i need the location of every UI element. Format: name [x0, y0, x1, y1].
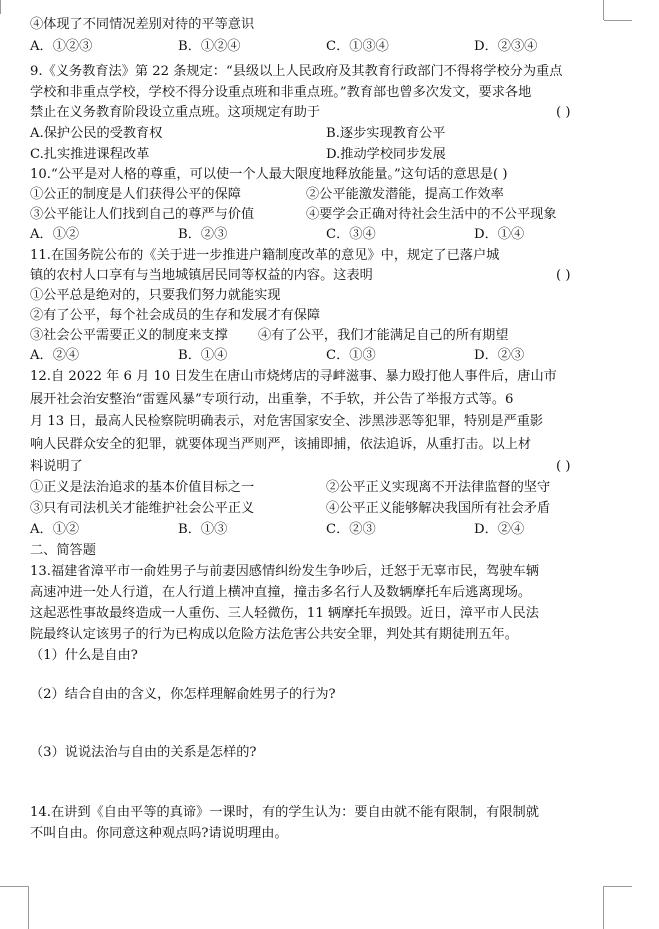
q13-subquestion-2: （2）结合自由的含义，你怎样理解俞姓男子的行为?: [30, 687, 336, 702]
q13-subquestion-1: （1）什么是自由?: [30, 648, 138, 663]
crop-mark-bottom-left-h: [0, 886, 28, 887]
q10-statement-1: ①公正的制度是人们获得公平的保障: [30, 187, 241, 202]
q9-option-a: A.保护公民的受教育权: [30, 126, 163, 141]
q13-stem-line-2: 高速冲进一处人行道，在人行道上横冲直撞，撞击多名行人及数辆摩托车后逃离现场。: [30, 585, 532, 600]
q11-statement-1: ①公平总是绝对的，只要我们努力就能实现: [30, 288, 281, 303]
crop-mark-top-right-v: [603, 0, 604, 20]
q11-option-a: A．②④: [30, 348, 80, 363]
q11-stem-line-1: 11.在国务院公布的《关于进一步推进户籍制度改革的意见》中，规定了已落户城: [30, 248, 500, 263]
q12-stem-line-1: 12.自 2022 年 6 月 10 日发生在唐山市烧烤店的寻衅滋事、暴力殴打他人事件后，唐山市: [30, 369, 557, 384]
q13-stem-line-1: 13.福建省漳平市一俞姓男子与前妻因感情纠纷发生争吵后，迁怒于无辜市民，驾驶车辆: [30, 564, 539, 579]
q9-answer-blank: ( ): [556, 105, 571, 120]
q9-option-c: C.扎实推进课程改革: [30, 147, 150, 162]
q12-option-d: D．②④: [474, 522, 525, 537]
q11-stem-line-2: 镇的农村人口享有与当地城镇居民同等权益的内容。这表明: [30, 268, 373, 283]
q12-statement-3: ③只有司法机关才能维护社会公平正义: [30, 501, 255, 516]
q13-subquestion-3: （3）说说法治与自由的关系是怎样的?: [30, 745, 257, 760]
q8-option-c: C．①③④: [326, 39, 389, 54]
q12-stem-line-4: 响人民群众安全的犯罪，就要体现当严则严，该捕即捕，依法追诉，从重打击。以上材: [30, 437, 532, 452]
q10-option-c: C．③④: [326, 227, 376, 242]
q10-statement-4: ④要学会正确对待社会生活中的不公平现象: [306, 207, 557, 222]
q11-statement-4: ④有了公平，我们才能满足自己的所有期望: [258, 328, 509, 343]
crop-mark-bottom-right-v: [603, 886, 604, 929]
q12-option-a: A．①②: [30, 522, 80, 537]
q10-statement-2: ②公平能激发潜能，提高工作效率: [306, 187, 504, 202]
q9-stem-line-1: 9.《义务教育法》第 22 条规定：“县级以上人民政府及其教育行政部门不得将学校分为重点: [30, 64, 563, 79]
crop-mark-top-right-h: [604, 20, 632, 21]
q8-option-d: D．②③④: [474, 39, 538, 54]
q11-statement-2: ②有了公平，每个社会成员的生存和发展才有保障: [30, 308, 321, 323]
section-2-title: 二、简答题: [30, 543, 96, 558]
q11-option-d: D．②③: [474, 348, 525, 363]
q11-statement-3: ③社会公平需要正义的制度来支撑: [30, 328, 228, 343]
q14-stem-line-1: 14.在讲到《自由平等的真谛》一课时，有的学生认为：要自由就不能有限制，有限制就: [30, 805, 539, 820]
q9-stem-line-2: 学校和非重点学校，学校不得分设重点班和非重点班。”教育部也曾多次发文，要求各地: [30, 85, 532, 100]
q11-option-c: C．①③: [326, 348, 376, 363]
q11-option-b: B．①④: [178, 348, 228, 363]
q8-option-b: B．①②④: [178, 39, 241, 54]
q12-option-c: C．②③: [326, 522, 376, 537]
q8-statement-4: ④体现了不同情况差别对待的平等意识: [30, 17, 255, 32]
q9-option-b: B.逐步实现教育公平: [326, 126, 446, 141]
q10-option-a: A．①②: [30, 227, 80, 242]
q12-statement-4: ④公平正义能够解决我国所有社会矛盾: [326, 501, 551, 516]
q10-option-b: B．②③: [178, 227, 228, 242]
crop-mark-top-left: [0, 0, 1, 14]
q11-answer-blank: ( ): [556, 268, 571, 283]
q13-stem-line-3: 这起恶性事故最终造成一人重伤、三人轻微伤，11 辆摩托车损毁。近日，漳平市人民法: [30, 606, 539, 621]
q9-option-d: D.推动学校同步发展: [326, 147, 446, 162]
crop-mark-bottom-right-h: [604, 886, 632, 887]
q12-answer-blank: ( ): [556, 459, 571, 474]
crop-mark-bottom-left-v: [28, 886, 29, 929]
q13-stem-line-4: 院最终认定该男子的行为已构成以危险方法危害公共安全罪，判处其有期徒刑五年。: [30, 627, 518, 642]
q12-statement-2: ②公平正义实现离不开法律监督的坚守: [326, 480, 551, 495]
q10-statement-3: ③公平能让人们找到自己的尊严与价值: [30, 207, 255, 222]
q12-stem-line-2: 展开社会治安整治“雷霆风暴”专项行动，出重拳，不手软，并公告了举报方式等。6: [30, 392, 514, 407]
q12-statement-1: ①正义是法治追求的基本价值目标之一: [30, 480, 255, 495]
q8-option-a: A．①②③: [30, 39, 93, 54]
q10-option-d: D．①④: [474, 227, 525, 242]
q9-stem-line-3: 禁止在义务教育阶段设立重点班。这项规定有助于: [30, 105, 321, 120]
q12-stem-line-3: 月 13 日，最高人民检察院明确表示，对危害国家安全、涉黑涉恶等犯罪，特别是严重影: [30, 414, 544, 429]
q14-stem-line-2: 不叫自由。你同意这种观点吗?请说明理由。: [30, 826, 288, 841]
q12-stem-line-5: 料说明了: [30, 459, 83, 474]
q10-stem: 10.“公平是对人格的尊重，可以使一个人最大限度地释放能量。”这句话的意思是( ): [30, 167, 508, 182]
q12-option-b: B．①③: [178, 522, 228, 537]
